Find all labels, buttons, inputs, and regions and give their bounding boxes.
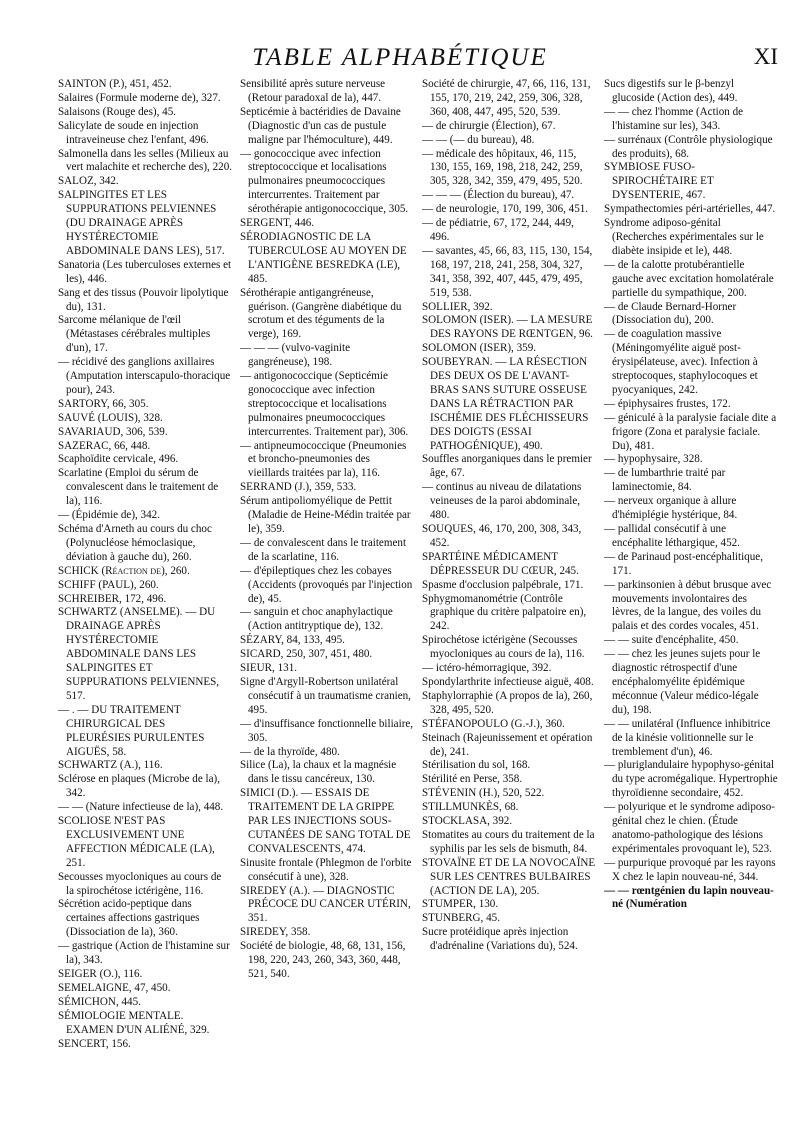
index-entry: Staphylorraphie (A propos de la), 260, 328, 495, 520. [422, 689, 593, 716]
index-entry: STÉFANOPOULO (G.-J.), 360. [422, 717, 565, 730]
index-entry: — de neurologie, 170, 199, 306, 451. [422, 203, 589, 216]
index-entry: Sanatoria (Les tuberculoses externes et les), 446. [58, 258, 232, 285]
index-entry: SOUQUES, 46, 170, 200, 308, 343, 452. [422, 523, 582, 549]
index-entry: SAVARIAUD, 306, 539. [58, 425, 168, 438]
index-entry: Stomatites au cours du traitement de la syphilis par les sels de bismuth, 84. [422, 828, 595, 855]
index-entry: — — rœntgénien du lapin nouveau-né (Numération [604, 884, 774, 911]
index-entry: — hypophysaire, 328. [604, 453, 703, 466]
index-column-2 [240, 78, 414, 1128]
index-entry: Salaisons (Rouge des), 45. [58, 105, 177, 118]
index-entry: SALPINGITES ET LES SUPPURATIONS PELVIENNES (DU DRAINAGE APRÈS HYSTÉRECTOMIE ABDOMINALE DANS LES), 517. [58, 189, 225, 257]
index-entry: SCHIFF (PAUL), 260. [58, 578, 159, 591]
index-columns [58, 78, 778, 1128]
index-entry: Société de biologie, 48, 68, 131, 156, 198, 220, 243, 260, 343, 360, 448, 521, 540. [240, 940, 406, 980]
index-entry: — antipneumococcique (Pneumonies et broncho-pneumonies des vieillards traitées par la), 116. [240, 439, 407, 480]
index-entry: — — (— du bureau), 48. [422, 133, 535, 146]
index-entry: — — chez l'homme (Action de l'histamine sur les), 343. [604, 105, 744, 132]
index-entry: Sécrétion acido-peptique dans certaines affections gastriques (Dissociation de la), 360. [58, 898, 200, 939]
index-entry: SÉRODIAGNOSTIC DE LA TUBERCULOSE AU MOYEN DE L'ANTIGÈNE BESREDKA (LE), 485. [240, 230, 407, 285]
index-entry: Sphygmomanométrie (Contrôle graphique du critère palpatoire en), 242. [422, 592, 587, 633]
index-entry: STOCKLASA, 392. [422, 815, 513, 828]
index-entry: Spondylarthrite infectieuse aiguë, 408. [422, 675, 594, 688]
index-entry: SCHWARTZ (ANSELME). — DU DRAINAGE APRÈS HYSTÉRECTOMIE ABDOMINALE DANS LES SALPINGITES ET SUPPURATIONS PELVIENNES, 517. [58, 606, 220, 702]
index-entry: — parkinsonien à début brusque avec mouvements involontaires des lèvres, de la langue, des voiles du palais et des cordes vocales, 451. [604, 578, 772, 633]
index-entry: — de convalescent dans le traitement de la scarlatine, 116. [240, 536, 407, 563]
index-entry: Salicylate de soude en injection intraveineuse chez l'enfant, 496. [58, 119, 209, 146]
index-entry: — — — (vulvo-vaginite gangréneuse), 198. [240, 342, 350, 369]
index-entry: SEMELAIGNE, 47, 450. [58, 981, 171, 994]
index-entry: Stérilisation du sol, 168. [422, 759, 531, 772]
index-entry: SOUBEYRAN. — LA RÉSECTION DES DEUX OS DE L'AVANT-BRAS SANS SUTURE OSSEUSE DANS LA RÉTRACTION PAR ISCHÉMIE DES FLÉCHISSEURS DES DOIGTS (ESSAI PATHOGÉNIQUE), 490. [422, 356, 589, 452]
index-entry: — épiphysaires frustes, 172. [604, 397, 731, 410]
page-number: XI [753, 44, 778, 69]
index-entry: SARTORY, 66, 305. [58, 397, 149, 410]
index-entry: SERGENT, 446. [240, 217, 315, 230]
index-entry: Steinach (Rajeunissement et opération de), 241. [422, 731, 593, 758]
index-entry: Spasme d'occlusion palpébrale, 171. [422, 578, 584, 591]
index-entry: — médicale des hôpitaux, 46, 115, 130, 155, 169, 198, 218, 242, 259, 305, 328, 342, 359, 479, 495, 520. [422, 147, 583, 188]
index-entry: Sclérose en plaques (Microbe de la), 342. [58, 773, 221, 800]
index-column-3 [422, 78, 596, 1128]
page-title: TABLE ALPHABÉTIQUE [252, 44, 548, 71]
index-entry: — d'insuffisance fonctionnelle biliaire, 305. [240, 717, 414, 744]
index-entry: Sang et des tissus (Pouvoir lipolytique du), 131. [58, 286, 229, 313]
index-entry: — pluriglandulaire hypophyso-génital du type acromégalique. Hypertrophie thyroïdienne secondaire, 452. [604, 759, 778, 800]
index-entry: — d'épileptiques chez les cobayes (Accidents (provoqués par l'injection de), 45. [240, 564, 413, 605]
index-entry: SICARD, 250, 307, 451, 480. [240, 648, 373, 661]
index-entry: SOLLIER, 392. [422, 300, 493, 313]
index-entry: SAUVÉ (LOUIS), 328. [58, 411, 163, 424]
index-entry: Septicémie à bactéridies de Davaine (Diagnostic d'un cas de pustule maligne par l'hémoculture), 449. [240, 105, 401, 146]
index-entry: Souffles anorganiques dans le premier âge, 67. [422, 453, 592, 480]
index-entry: — . — DU TRAITEMENT CHIRURGICAL DES PLEURÉSIES PURULENTES AIGUËS, 58. [58, 703, 205, 758]
index-entry: — de lumbarthrie traité par laminectomie, 84. [604, 467, 726, 494]
index-entry: SPARTÉINE MÉDICAMENT DÉPRESSEUR DU CŒUR, 245. [422, 550, 579, 577]
index-entry: STILLMUNKÈS, 68. [422, 801, 519, 814]
index-entry: SIREDEY (A.). — DIAGNOSTIC PRÉCOCE DU CANCER UTÉRIN, 351. [240, 884, 411, 925]
index-entry: STUNBERG, 45. [422, 912, 500, 925]
index-entry: — — (Nature infectieuse de la), 448. [58, 801, 224, 814]
page-header [0, 40, 800, 80]
index-entry: SAZERAC, 66, 448. [58, 439, 151, 452]
index-entry: SERRAND (J.), 359, 533. [240, 481, 357, 494]
index-entry: — de chirurgie (Élection), 67. [422, 119, 556, 132]
index-entry: — purpurique provoqué par les rayons X chez le lapin nouveau-né, 344. [604, 856, 776, 883]
index-entry: Société de chirurgie, 47, 66, 116, 131, 155, 170, 219, 242, 259, 306, 328, 360, 408, 447, 495, 520, 539. [422, 78, 591, 118]
index-entry: Silice (La), la chaux et la magnésie dans le tissu cancéreux, 130. [240, 759, 397, 786]
index-entry: Sinusite frontale (Phlegmon de l'orbite consécutif à une), 328. [240, 856, 412, 883]
index-entry: — surrénaux (Contrôle physiologique des produits), 68. [604, 133, 773, 160]
index-entry: — gastrique (Action de l'histamine sur la), 343. [58, 940, 230, 967]
index-entry: SALOZ, 342. [58, 175, 119, 188]
index-entry: SÉZARY, 84, 133, 495. [240, 634, 345, 647]
index-entry: Sucre protéidique après injection d'adrénaline (Variations du), 524. [422, 926, 578, 953]
index-entry: SEIGER (O.), 116. [58, 968, 143, 980]
index-column-1 [58, 78, 232, 1128]
index-entry: SIMICI (D.). — ESSAIS DE TRAITEMENT DE LA GRIPPE PAR LES INJECTIONS SOUS-CUTANÉES DE SANG TOTAL DE CONVALESCENTS, 474. [240, 787, 411, 855]
index-entry: — antigonococcique (Septicémie gonococcique avec infection streptococcique et localisations pulmonaires pneumococciques intercurrentes. Traitement par), 306. [240, 370, 409, 438]
index-entry: SÉMIOLOGIE MENTALE. EXAMEN D'UN ALIÉNÉ, 329. [58, 1009, 210, 1036]
index-entry: Salaires (Formule moderne de), 327. [58, 91, 221, 104]
index-entry: SYMBIOSE FUSO-SPIROCHÉTAIRE ET DYSENTERIE, 467. [604, 161, 714, 202]
index-entry: — polyurique et le syndrome adiposo-génital chez le chien. (Étude anatomo-pathologique des lésions expérimentales provoquant le), 523. [604, 801, 775, 855]
index-entry: — — chez les jeunes sujets pour le diagnostic rétrospectif d'une encéphalomyélite épidémique méconnue (Valeur médico-légale du), 198. [604, 648, 761, 716]
index-entry: Sucs digestifs sur le β-benzyl glucoside (Action des), 449. [604, 78, 738, 104]
index-entry: — nerveux organique à allure d'hémiplégie hystérique, 84. [604, 495, 738, 522]
index-entry: SIEUR, 131. [240, 662, 298, 675]
index-entry: Schéma d'Arneth au cours du choc (Polynucléose hémoclasique, déviation à gauche du), 260. [58, 523, 212, 563]
index-entry: SAINTON (P.), 451, 452. [58, 78, 172, 90]
index-entry: SCHREIBER, 172, 496. [58, 592, 167, 605]
index-entry: Sympathectomies péri-artérielles, 447. [604, 203, 776, 216]
index-entry: SENCERT, 156. [58, 1037, 131, 1050]
index-entry: SCHICK (Réaction de), 260. [58, 564, 190, 577]
index-entry: SÉMICHON, 445. [58, 995, 141, 1008]
index-entry: Spirochétose ictérigène (Secousses myocloniques au cours de la), 116. [422, 634, 585, 661]
index-column-4 [604, 78, 778, 1128]
index-entry: — géniculé à la paralysie faciale dite a frigore (Zona et paralysie faciale. Du), 481. [604, 411, 777, 452]
index-entry: — (Épidémie de), 342. [58, 509, 160, 522]
index-entry: SIREDEY, 358. [240, 926, 311, 939]
index-entry: — sanguin et choc anaphylactique (Action antitryptique de), 132. [240, 606, 393, 633]
index-entry: Secousses myocloniques au cours de la spirochétose ictérigène, 116. [58, 870, 222, 897]
index-entry: SOLOMON (ISER). — LA MESURE DES RAYONS DE RŒNTGEN, 96. [422, 314, 593, 341]
index-entry: — gonococcique avec infection streptococcique et localisations pulmonaires pneumococciques intercurrentes. Traitement par sérothérapie antigonococcique, 305. [240, 147, 409, 216]
index-entry: — de la thyroïde, 480. [240, 745, 340, 758]
index-entry: — de la calotte protubérantielle gauche avec excitation homolatérale partielle du sympathique, 200. [604, 258, 774, 299]
index-entry: Signe d'Argyll-Robertson unilatéral consécutif à un traumatisme cranien, 495. [240, 675, 411, 716]
index-entry: — savantes, 45, 66, 83, 115, 130, 154, 168, 197, 218, 241, 258, 304, 327, 341, 358, 392, 407, 445, 479, 495, 519, 538. [422, 244, 593, 299]
index-entry: Sérum antipoliomyélique de Pettit (Maladie de Heine-Médin traitée par le), 359. [240, 495, 411, 535]
index-entry: STUMPER, 130. [422, 898, 499, 911]
index-entry: Sérothérapie antigangréneuse, guérison. (Gangrène diabétique du scrotum et des téguments de la verge), 169. [240, 286, 402, 341]
index-entry: — récidivé des ganglions axillaires (Amputation interscapulo-thoracique pour), 243. [58, 356, 231, 396]
index-entry: — — suite d'encéphalite, 450. [604, 634, 739, 647]
index-entry: Sarcome mélanique de l'œil (Métastases cérébrales multiples d'un), 17. [58, 314, 211, 355]
index-entry: SOLOMON (ISER), 359. [422, 342, 537, 355]
index-entry: Syndrome adiposo-génital (Recherches expérimentales sur le diabète insipide et le), 448. [604, 217, 764, 257]
index-entry: Sensibilité après suture nerveuse (Retour paradoxal de la), 447. [240, 78, 386, 104]
index-entry: Scarlatine (Emploi du sérum de convalescent dans le traitement de la), 116. [58, 467, 219, 508]
index-entry: — pallidal consécutif à une encéphalite léthargique, 452. [604, 523, 740, 549]
index-entry: SCOLIOSE N'EST PAS EXCLUSIVEMENT UNE AFFECTION MÉDICALE (LA), 251. [58, 815, 215, 869]
index-entry: SCHWARTZ (A.), 116. [58, 759, 163, 772]
index-entry: Stérilité en Perse, 358. [422, 773, 523, 786]
index-entry: STÉVENIN (H.), 520, 522. [422, 787, 545, 800]
index-entry: — de coagulation massive (Méningomyélite aiguë post-érysipélateuse, avec). Infection à streptocoques, staphylocoques et pyocyaniques, 242. [604, 328, 758, 396]
index-entry: Salmonella dans les selles (Milieux au vert malachite et recherche des), 220. [58, 147, 232, 174]
index-entry: — continus au niveau de dilatations veineuses de la paroi abdominale, 480. [422, 481, 582, 522]
index-entry: STOVAÏNE ET DE LA NOVOCAÏNE SUR LES CENTRES BULBAIRES (ACTION DE LA), 205. [422, 856, 596, 897]
index-entry: — de Parinaud post-encéphalitique, 171. [604, 550, 763, 577]
index-entry: — ictéro-hémorragique, 392. [422, 662, 552, 675]
index-entry: — de Claude Bernard-Horner (Dissociation du), 200. [604, 300, 737, 327]
index-entry: Scaphoïdite cervicale, 496. [58, 453, 179, 466]
index-entry: — — — (Élection du bureau), 47. [422, 189, 575, 202]
index-entry: — de pédiatrie, 67, 172, 244, 449, 496. [422, 217, 574, 243]
index-entry: — — unilatéral (Influence inhibitrice de la kinésie volitionnelle sur le tremblement d'un), 46. [604, 717, 771, 758]
